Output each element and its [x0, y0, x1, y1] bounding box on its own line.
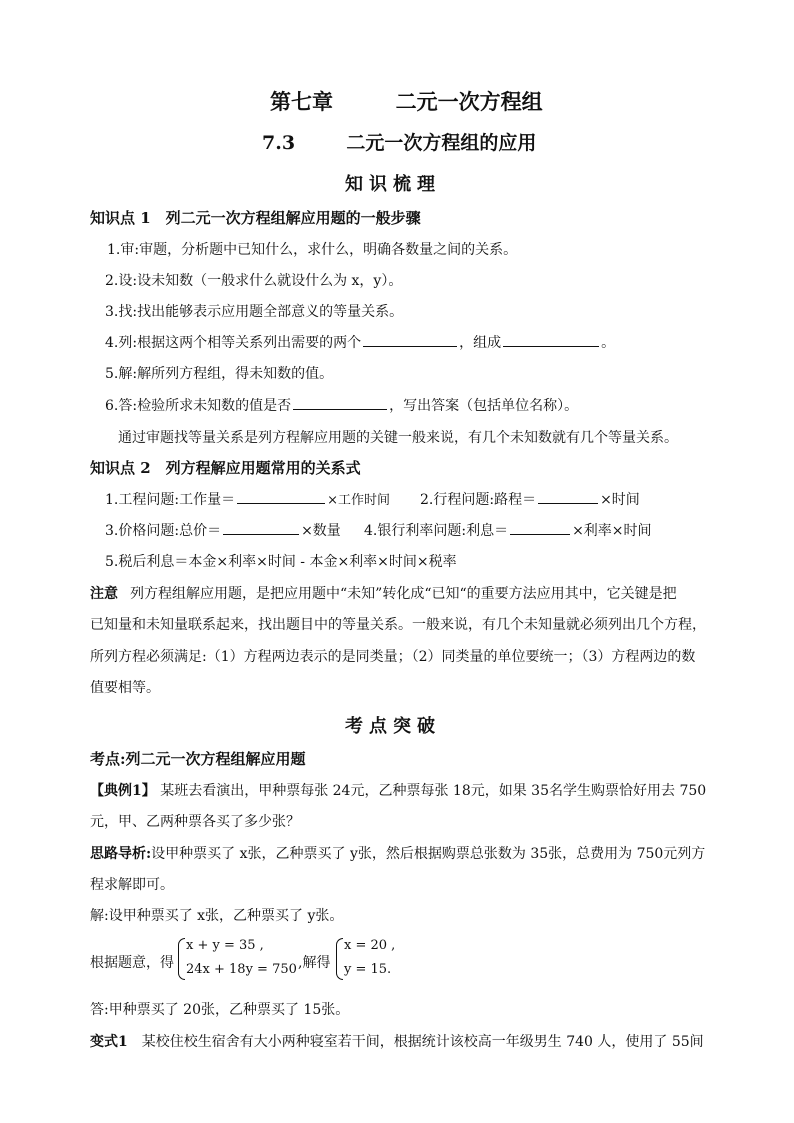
- chapter-label: 第七章: [270, 89, 333, 114]
- exam-topic: 考点:列二元一次方程组解应用题: [90, 750, 306, 768]
- kp2-formula-1: [105, 489, 390, 509]
- variant-1-line: [90, 1031, 704, 1051]
- exam-heading: 考点突破: [345, 716, 441, 737]
- section-name: 二元一次方程组的应用: [346, 132, 537, 154]
- guide-text-1: 设甲种票买了 x张，乙种票买了 y张，然后根据购票总张数为 35张，总费用为 750元列方: [151, 846, 706, 862]
- kp1-step-4: [105, 332, 615, 352]
- kp1-step-4-part-b: ，组成: [459, 335, 502, 351]
- system-prefix: 根据题意，得: [90, 955, 174, 971]
- note-line-4: 值要相等。: [90, 680, 160, 696]
- kp1-note: 通过审题找等量关系是列方程解应用题的关键一般来说，有几个未知数就有几个等量关系。: [118, 430, 678, 446]
- chapter-title: [270, 86, 543, 116]
- kp1-step-6-part-a: 6.答:检验所求未知数的值是否: [105, 398, 292, 414]
- section-num: 7.3: [262, 132, 296, 154]
- kp1-step-1: 1.审:审题，分析题中已知什么，求什么，明确各数量之间的关系。: [107, 242, 518, 258]
- equation-2: 24x + 18y = 750: [186, 962, 297, 977]
- kp2-formula-4: [364, 520, 652, 540]
- left-brace-solution: [336, 938, 343, 980]
- kp1-step-3: 3.找:找出能够表示应用题全部意义的等量关系。: [105, 304, 404, 320]
- example-1-label: 【典例1】: [90, 783, 156, 799]
- guide-line-1: [90, 843, 705, 863]
- answer-line: 答:甲种票买了 20张，乙种票买了 15张。: [90, 1002, 350, 1018]
- section-title: [262, 128, 536, 155]
- example-1-line-2: 元，甲、乙两种票各买了多少张？: [90, 814, 300, 830]
- blank-unit-price[interactable]: [223, 521, 299, 535]
- kp2-formula-3: [105, 520, 341, 540]
- solution-1: x = 20 ,: [344, 938, 396, 953]
- note-line-2: 已知量和未知量联系起来，找出题目中的等量关系。一般来说，有几个未知量就必须列出几个方程，: [90, 617, 706, 633]
- kp1-step-4-part-c: 。: [601, 335, 616, 351]
- example-1-text-1: 某班去看演出，甲种票每张 24元，乙种票每张 18元，如果 35名学生购票恰好用去 750: [155, 783, 707, 799]
- kp1-step-5: 5.解:解所列方程组，得未知数的值。: [105, 366, 334, 382]
- solution-line: 解:设甲种票买了 x张，乙种票买了 y张。: [90, 908, 344, 924]
- variant-1-label: 变式1: [90, 1034, 128, 1050]
- kp1-step-2: 2.设:设未知数（一般求什么就设什么为 x，y）。: [105, 273, 403, 289]
- note-label: 注意: [90, 586, 118, 602]
- blank-system[interactable]: [503, 333, 599, 347]
- kp2-f2-a: 2.行程问题:路程＝: [420, 492, 537, 508]
- kp2-f3-b: ×数量: [301, 523, 341, 539]
- system-mid: ,解得: [298, 955, 331, 971]
- kp2-title: 知识点 2 列方程解应用题常用的关系式: [90, 459, 361, 477]
- kp2-formula-2: [420, 489, 640, 509]
- guide-label: 思路导析:: [90, 846, 152, 862]
- kp2-f4-a: 4.银行利率问题:利息＝: [364, 523, 509, 539]
- kp1-title: 知识点 1 列二元一次方程组解应用题的一般步骤: [90, 209, 421, 227]
- blank-work-rate[interactable]: [237, 490, 325, 504]
- note-line-3: 所列方程必须满足:（1）方程两边表示的是同类量；（2）同类量的单位要统一；（3）方程两边的数: [90, 649, 696, 665]
- blank-equations[interactable]: [363, 333, 457, 347]
- kp2-f3-a: 3.价格问题:总价＝: [105, 523, 222, 539]
- example-1-line-1: [90, 780, 706, 800]
- kp2-formula-5: 5.税后利息＝本金×利率×时间 - 本金×利率×时间×税率: [105, 554, 457, 570]
- variant-1-text: 某校住校生宿舍有大小两种寝室若干间，根据统计该校高一年级男生 740 人，使用了 55间: [127, 1034, 704, 1050]
- blank-principal[interactable]: [510, 521, 570, 535]
- note-line-1: [90, 583, 677, 603]
- kp2-f2-b: ×时间: [600, 492, 640, 508]
- kp1-step-6: [105, 395, 578, 415]
- blank-speed[interactable]: [538, 490, 598, 504]
- solution-2: y = 15.: [344, 962, 392, 977]
- guide-line-2: 程求解即可。: [90, 877, 174, 893]
- kp1-step-4-part-a: 4.列:根据这两个相等关系列出需要的两个: [105, 335, 362, 351]
- chapter-name: 二元一次方程组: [395, 89, 543, 114]
- note-text-1: 列方程组解应用题，是把应用题中“未知”转化成“已知“的重要方法应用其中，它关键是把: [130, 586, 677, 602]
- kp1-step-6-part-b: ，写出答案（包括单位名称）。: [389, 398, 579, 414]
- kp2-f1-b: ×工作时间: [327, 493, 390, 508]
- equation-1: x + y = 35 ,: [186, 938, 264, 953]
- blank-check[interactable]: [293, 396, 387, 410]
- kp2-f4-b: ×利率×时间: [572, 523, 652, 539]
- kp2-f1-a: 1.工程问题:工作量＝: [105, 492, 236, 508]
- left-brace-system: [178, 938, 185, 980]
- knowledge-heading: 知识梳理: [345, 174, 441, 195]
